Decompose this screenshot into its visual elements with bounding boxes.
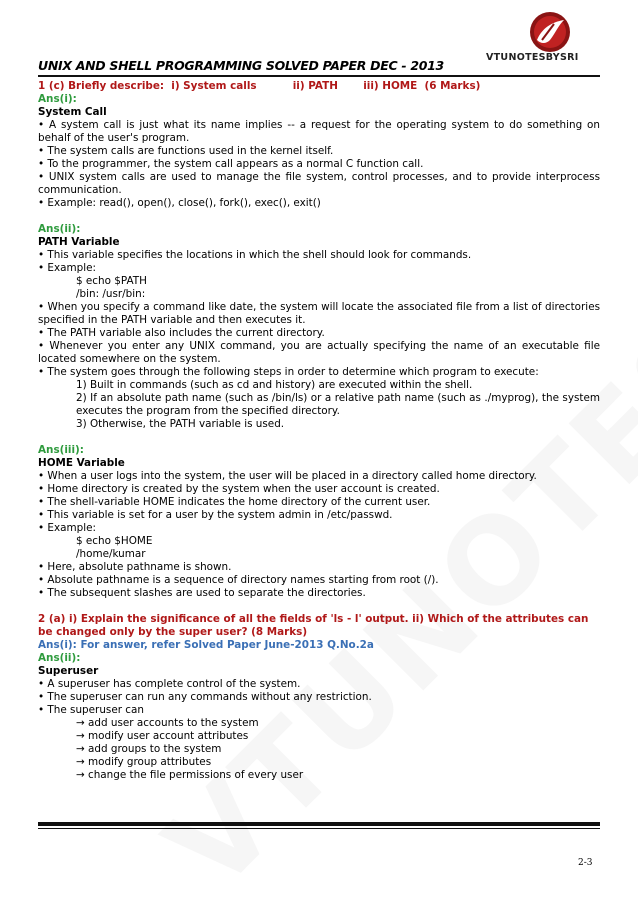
- answer-label-1i: Ans(i):: [38, 93, 77, 105]
- heading-superuser: Superuser: [38, 665, 99, 677]
- page-number: 2-3: [578, 858, 593, 868]
- list-item: → modify group attributes: [76, 756, 212, 768]
- bullet: • Example: read(), open(), close(), fork(), exec(), exit(): [38, 197, 321, 209]
- bullet: • Whenever you enter any UNIX command, you are actually specifying the name of an executable file located somewhere on the system.: [38, 340, 600, 365]
- bullet: • To the programmer, the system call appears as a normal C function call.: [38, 158, 424, 170]
- bullet: • A superuser has complete control of the system.: [38, 678, 301, 690]
- list-item: → add user accounts to the system: [76, 717, 259, 729]
- bullet: • Home directory is created by the system when the user account is created.: [38, 483, 440, 495]
- heading-home-variable: HOME Variable: [38, 457, 125, 469]
- logo-icon: [528, 10, 572, 54]
- example-line: /home/kumar: [76, 548, 146, 560]
- header-title: UNIX AND SHELL PROGRAMMING SOLVED PAPER DEC - 2013: [38, 58, 444, 73]
- question-2a: 2 (a) i) Explain the significance of all the fields of 'ls - l' output. ii) Which of the attributes can be changed only by the super user? (8 Marks): [38, 613, 589, 638]
- bullet: • The system calls are functions used in the kernel itself.: [38, 145, 334, 157]
- bullet: • This variable is set for a user by the system admin in /etc/passwd.: [38, 509, 393, 521]
- list-item: → change the file permissions of every user: [76, 769, 304, 781]
- bullet: • The shell-variable HOME indicates the home directory of the current user.: [38, 496, 431, 508]
- example-line: $ echo $HOME: [76, 535, 153, 547]
- bullet: • The superuser can: [38, 704, 144, 716]
- step: 3) Otherwise, the PATH variable is used.: [76, 418, 285, 430]
- bullet: • The PATH variable also includes the current directory.: [38, 327, 325, 339]
- step: 1) Built in commands (such as cd and history) are executed within the shell.: [76, 379, 473, 391]
- bullet: • A system call is just what its name implies -- a request for the operating system to do something on behalf of the user's program.: [38, 119, 600, 144]
- step: 2) If an absolute path name (such as /bin/ls) or a relative path name (such as ./myprog), the system executes the program from the specified directory.: [76, 392, 600, 417]
- bullet: • The superuser can run any commands without any restriction.: [38, 691, 372, 703]
- bullet: • When a user logs into the system, the user will be placed in a directory called home directory.: [38, 470, 537, 482]
- bullet: • UNIX system calls are used to manage the file system, control processes, and to provide interprocess communication.: [38, 171, 600, 196]
- answer-label-1ii: Ans(ii):: [38, 223, 81, 235]
- heading-path-variable: PATH Variable: [38, 236, 120, 248]
- brand-name: VTUNOTESBYSRI: [486, 52, 579, 63]
- example-line: $ echo $PATH: [76, 275, 147, 287]
- content: [38, 80, 600, 782]
- bullet: • Example:: [38, 262, 97, 274]
- bullet: • This variable specifies the locations in which the shell should look for commands.: [38, 249, 472, 261]
- question-1c: 1 (c) Briefly describe: i) System calls ii) PATH iii) HOME (6 Marks): [38, 80, 481, 92]
- list-item: → add groups to the system: [76, 743, 222, 755]
- bullet: • Absolute pathname is a sequence of directory names starting from root (/).: [38, 574, 439, 586]
- bullet: • When you specify a command like date, the system will locate the associated file from a list of directories specified in the PATH variable and then executes it.: [38, 301, 600, 326]
- bullet: • Example:: [38, 522, 97, 534]
- answer-label-1iii: Ans(iii):: [38, 444, 84, 456]
- bullet: • The subsequent slashes are used to separate the directories.: [38, 587, 366, 599]
- list-item: → modify user account attributes: [76, 730, 249, 742]
- answer-label-2ii: Ans(ii):: [38, 652, 81, 664]
- footer-rule-thin: [38, 828, 600, 829]
- heading-system-call: System Call: [38, 106, 107, 118]
- header-rule: [38, 75, 600, 77]
- answer-2i-reference: Ans(i): For answer, refer Solved Paper June-2013 Q.No.2a: [38, 639, 374, 651]
- bullet: • The system goes through the following steps in order to determine which program to execute:: [38, 366, 539, 378]
- bullet: • Here, absolute pathname is shown.: [38, 561, 232, 573]
- example-line: /bin: /usr/bin:: [76, 288, 146, 300]
- footer-rule: [38, 822, 600, 826]
